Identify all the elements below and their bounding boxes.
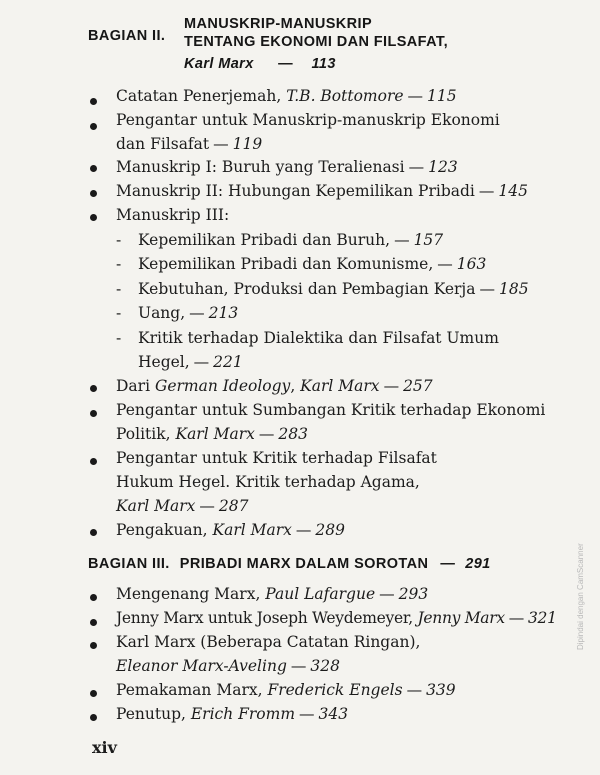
toc-subentry-uang xyxy=(138,303,238,323)
entry-page: 293 xyxy=(398,585,429,603)
toc-entry-catatan-penerjemah xyxy=(116,86,457,106)
entry-author: Eleanor Marx-Aveling xyxy=(116,657,287,675)
entry-author: Karl Marx xyxy=(212,521,292,539)
section-2-title-line2: TENTANG EKONOMI DAN FILSAFAT, xyxy=(184,34,448,50)
entry-dash: — xyxy=(299,705,315,723)
toc-entry-penutup xyxy=(116,704,348,724)
toc-entry-pengantar-manuskrip-line2 xyxy=(116,134,262,154)
section-2-title-line1: MANUSKRIP-MANUSKRIP xyxy=(184,16,373,32)
bullet xyxy=(90,214,97,221)
section-3-label: BAGIAN III. xyxy=(88,556,170,572)
section-3-title: PRIBADI MARX DALAM SOROTAN xyxy=(179,556,429,572)
entry-page: 115 xyxy=(427,87,457,105)
toc-entry-sumbangan-kritik-line2 xyxy=(116,424,308,444)
entry-title: Kepemilikan Pribadi dan Buruh, xyxy=(138,231,391,249)
entry-title: Kebutuhan, Produksi dan Pembagian Kerja xyxy=(138,280,476,298)
entry-author: Jenny Marx xyxy=(417,609,505,627)
entry-page: 221 xyxy=(213,353,243,371)
entry-dash: — xyxy=(437,255,453,273)
toc-subentry-kepemilikan-komunisme xyxy=(138,254,486,274)
entry-dash: — xyxy=(478,182,495,200)
entry-page: 157 xyxy=(413,231,444,249)
entry-title: Dari xyxy=(116,377,155,395)
section-2-dash: — xyxy=(278,56,294,72)
entry-title: Mengenang Marx, xyxy=(116,585,266,603)
entry-page: 163 xyxy=(456,255,487,273)
entry-dash: — xyxy=(213,135,229,153)
section-3-dash: — xyxy=(440,556,456,572)
entry-page: 321 xyxy=(528,609,557,627)
section-2-heading xyxy=(88,16,373,44)
entry-title: Jenny Marx untuk Joseph Weydemeyer, xyxy=(116,609,418,627)
sub-hyphen: - xyxy=(116,280,122,298)
entry-title: Manuskrip I: Buruh yang Teralienasi xyxy=(116,158,405,176)
section-2-author-line xyxy=(184,56,336,72)
section-2-label: BAGIAN II. xyxy=(88,28,166,44)
entry-dash: — xyxy=(290,657,307,675)
toc-entry-sumbangan-kritik-line1: Pengantar untuk Sumbangan Kritik terhadap Ekonomi xyxy=(116,401,546,419)
section-3-page: 291 xyxy=(465,556,491,572)
entry-page: 119 xyxy=(232,135,263,153)
bullet xyxy=(90,410,97,417)
scanner-watermark: Dipindai dengan CamScanner xyxy=(576,543,585,650)
toc-entry-pengakuan xyxy=(116,520,345,540)
entry-page: 339 xyxy=(426,681,456,699)
entry-dash: — xyxy=(394,231,410,249)
bullet xyxy=(90,98,97,105)
toc-entry-pengantar-manuskrip-line1: Pengantar untuk Manuskrip-manuskrip Ekonomi xyxy=(116,111,500,129)
toc-entry-german-ideology xyxy=(116,376,433,396)
entry-separator: , xyxy=(290,377,301,395)
sub-hyphen: - xyxy=(116,329,122,347)
entry-work: German Ideology xyxy=(154,377,291,395)
bullet xyxy=(90,190,97,197)
toc-subentry-kritik-dialektika-line1: Kritik terhadap Dialektika dan Filsafat Umum xyxy=(138,329,499,347)
toc-entry-catatan-ringan-line2 xyxy=(116,656,340,676)
toc-entry-pemakaman-marx xyxy=(116,680,456,700)
entry-author: Karl Marx xyxy=(175,425,255,443)
entry-title: Hegel, xyxy=(138,353,190,371)
toc-subentry-kebutuhan xyxy=(138,279,529,299)
bullet xyxy=(90,594,97,601)
entry-dash: — xyxy=(479,280,495,298)
toc-subentry-kritik-dialektika-line2 xyxy=(138,352,243,372)
toc-entry-filsafat-hukum-line2: Hukum Hegel. Kritik terhadap Agama, xyxy=(116,473,420,491)
toc-entry-mengenang-marx xyxy=(116,584,428,604)
entry-title: dan Filsafat xyxy=(116,135,210,153)
entry-author: Karl Marx xyxy=(300,377,380,395)
entry-page: 257 xyxy=(403,377,433,395)
entry-page: 145 xyxy=(498,182,528,200)
entry-dash: — xyxy=(199,497,215,515)
entry-dash: — xyxy=(193,353,210,371)
toc-entry-manuskrip-1 xyxy=(116,157,458,177)
sub-hyphen: - xyxy=(116,231,122,249)
toc-entry-filsafat-hukum-line1: Pengantar untuk Kritik terhadap Filsafat xyxy=(116,449,437,467)
entry-page: 213 xyxy=(208,304,239,322)
bullet xyxy=(90,165,97,172)
toc-entry-catatan-ringan-line1: Karl Marx (Beberapa Catatan Ringan), xyxy=(116,633,421,651)
bullet xyxy=(90,458,97,465)
entry-dash: — xyxy=(408,158,425,176)
entry-author: T.B. Bottomore xyxy=(286,87,404,105)
entry-dash: — xyxy=(407,87,424,105)
bullet xyxy=(90,529,97,536)
entry-dash: — xyxy=(258,425,275,443)
entry-page: 289 xyxy=(315,521,345,539)
entry-dash: — xyxy=(406,681,423,699)
entry-author: Frederick Engels xyxy=(267,681,403,699)
entry-title: Politik, xyxy=(116,425,176,443)
entry-author: Erich Fromm xyxy=(190,705,296,723)
entry-title: Pengakuan, xyxy=(116,521,213,539)
entry-title: Uang, xyxy=(138,304,186,322)
entry-page: 123 xyxy=(428,158,458,176)
bullet xyxy=(90,619,97,626)
entry-dash: — xyxy=(383,377,400,395)
section-2-author: Karl Marx xyxy=(184,56,254,72)
entry-page: 283 xyxy=(278,425,308,443)
toc-entry-filsafat-hukum-line3 xyxy=(116,496,248,516)
entry-page: 343 xyxy=(318,705,349,723)
section-3-heading xyxy=(88,556,491,572)
entry-page: 328 xyxy=(310,657,340,675)
entry-author: Paul Lafargue xyxy=(265,585,376,603)
entry-dash: — xyxy=(295,521,312,539)
bullet xyxy=(90,385,97,392)
entry-dash: — xyxy=(508,609,524,627)
toc-subentry-kepemilikan-buruh xyxy=(138,230,443,250)
entry-page: 287 xyxy=(218,497,249,515)
entry-page: 185 xyxy=(498,280,529,298)
entry-dash: — xyxy=(379,585,395,603)
entry-title: Pemakaman Marx, xyxy=(116,681,268,699)
toc-entry-manuskrip-2 xyxy=(116,181,528,201)
bullet xyxy=(90,123,97,130)
bullet xyxy=(90,690,97,697)
entry-title: Catatan Penerjemah, xyxy=(116,87,287,105)
toc-entry-manuskrip-3: Manuskrip III: xyxy=(116,206,230,224)
toc-entry-jenny-marx xyxy=(116,608,557,628)
bullet xyxy=(90,714,97,721)
sub-hyphen: - xyxy=(116,304,122,322)
bullet xyxy=(90,642,97,649)
entry-author: Karl Marx xyxy=(116,497,196,515)
entry-title: Penutup, xyxy=(116,705,191,723)
sub-hyphen: - xyxy=(116,255,122,273)
entry-title: Manuskrip II: Hubungan Kepemilikan Pribadi xyxy=(116,182,475,200)
entry-title: Kepemilikan Pribadi dan Komunisme, xyxy=(138,255,434,273)
section-2-page: 113 xyxy=(311,56,336,72)
entry-dash: — xyxy=(189,304,205,322)
page-folio: xiv xyxy=(92,738,117,757)
